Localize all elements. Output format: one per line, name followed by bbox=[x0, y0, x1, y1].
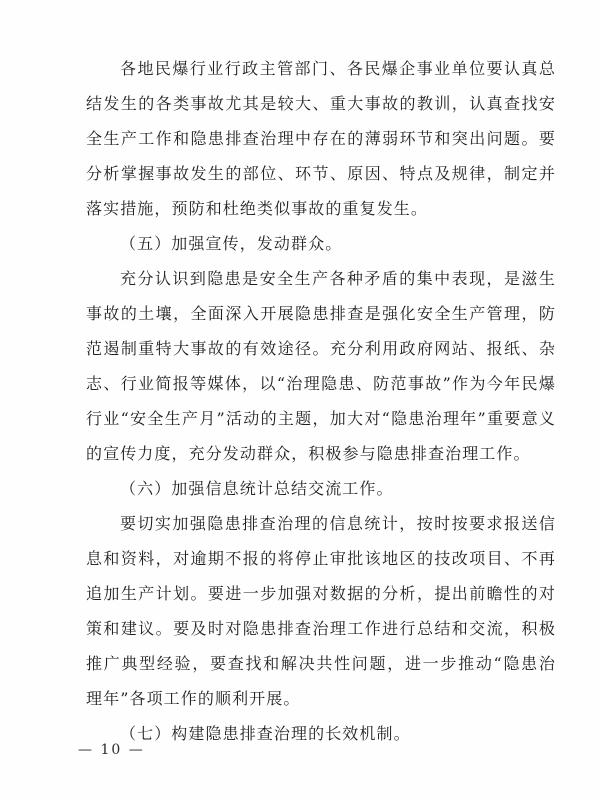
page-number: — 10 — bbox=[78, 742, 145, 758]
body-text bbox=[86, 51, 556, 751]
section-heading-7: （七）构建隐患排查治理的长效机制。 bbox=[120, 724, 411, 743]
section-heading-6: （六）加强信息统计总结交流工作。 bbox=[120, 479, 394, 498]
paragraph-publicity: 充分认识到隐患是安全生产各种矛盾的集中表现，是滋生事故的土壤，全面深入开展隐患排查是强化安全生产管理，防范遏制重特大事故的有效途径。充分利用政府网站、报纸、杂志、行业简报等媒体，以“治理隐患、防范事故”作为今年民爆行业“安全生产月”活动的主题，加大对“隐患治理年”重要意义的宣传力度，充分发动群众，积极参与隐患排查治理工作。 bbox=[86, 269, 556, 463]
paragraph-accident-lessons: 各地民爆行业行政主管部门、各民爆企事业单位要认真总结发生的各类事故尤其是较大、重大事故的教训，认真查找安全生产工作和隐患排查治理中存在的薄弱环节和突出问题。要分析掌握事故发生的部位、环节、原因、特点及规律，制定并落实措施，预防和杜绝类似事故的重复发生。 bbox=[86, 59, 556, 218]
section-heading-5: （五）加强宣传，发动群众。 bbox=[120, 234, 343, 253]
paragraph-statistics: 要切实加强隐患排查治理的信息统计，按时按要求报送信息和资料，对逾期不报的将停止审批该地区的技改项目、不再追加生产计划。要进一步加强对数据的分析，提出前瞻性的对策和建议。要及时对隐患排查治理工作进行总结和交流，积极推广典型经验，要查找和解决共性问题，进一步推动“隐患治理年”各项工作的顺利开展。 bbox=[86, 514, 556, 708]
